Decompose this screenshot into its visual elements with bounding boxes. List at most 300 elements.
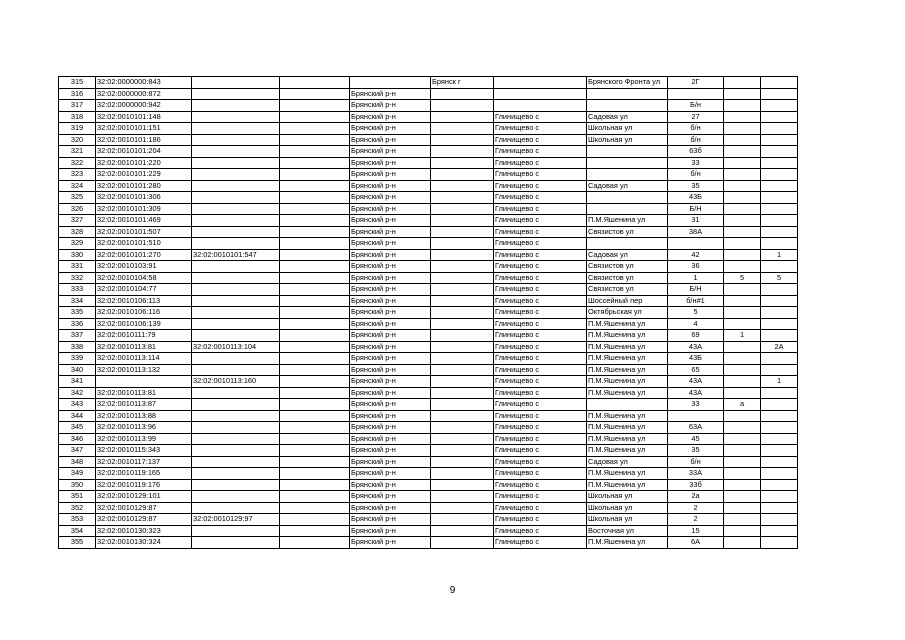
building-cell xyxy=(724,284,761,296)
cadastral-number-cell: 32:02:0010129:101 xyxy=(96,491,192,503)
empty-column-cell xyxy=(280,330,350,342)
table-row xyxy=(59,422,798,434)
settlement-cell: Глинищево с xyxy=(494,318,587,330)
house-number-cell: 2 xyxy=(668,502,724,514)
related-cadastral-number-cell xyxy=(192,226,280,238)
related-cadastral-number-cell xyxy=(192,192,280,204)
settlement-cell: Глинищево с xyxy=(494,387,587,399)
house-number-cell: 4 xyxy=(668,318,724,330)
house-number-cell: б/н xyxy=(668,169,724,181)
district-cell: Брянский р-н xyxy=(350,491,431,503)
row-number-cell: 321 xyxy=(59,146,96,158)
row-number-cell: 334 xyxy=(59,295,96,307)
empty-column-cell xyxy=(280,399,350,411)
city-cell xyxy=(431,111,494,123)
settlement-cell: Глинищево с xyxy=(494,445,587,457)
empty-column-cell xyxy=(280,226,350,238)
cadastral-number-cell: 32:02:0010101:151 xyxy=(96,123,192,135)
house-number-cell: 69 xyxy=(668,330,724,342)
settlement-cell: Глинищево с xyxy=(494,215,587,227)
street-cell xyxy=(587,146,668,158)
empty-column-cell xyxy=(280,433,350,445)
related-cadastral-number-cell xyxy=(192,525,280,537)
empty-column-cell xyxy=(280,307,350,319)
related-cadastral-number-cell xyxy=(192,445,280,457)
apartment-cell xyxy=(761,525,798,537)
row-number-cell: 348 xyxy=(59,456,96,468)
apartment-cell xyxy=(761,445,798,457)
street-cell xyxy=(587,399,668,411)
district-cell: Брянский р-н xyxy=(350,525,431,537)
district-cell: Брянский р-н xyxy=(350,330,431,342)
settlement-cell: Глинищево с xyxy=(494,169,587,181)
apartment-cell xyxy=(761,192,798,204)
apartment-cell xyxy=(761,479,798,491)
apartment-cell: 1 xyxy=(761,249,798,261)
row-number-cell: 318 xyxy=(59,111,96,123)
building-cell xyxy=(724,226,761,238)
table-row xyxy=(59,249,798,261)
related-cadastral-number-cell xyxy=(192,134,280,146)
table-row xyxy=(59,146,798,158)
row-number-cell: 330 xyxy=(59,249,96,261)
apartment-cell xyxy=(761,422,798,434)
empty-column-cell xyxy=(280,525,350,537)
district-cell: Брянский р-н xyxy=(350,284,431,296)
related-cadastral-number-cell xyxy=(192,261,280,273)
related-cadastral-number-cell xyxy=(192,502,280,514)
city-cell xyxy=(431,88,494,100)
related-cadastral-number-cell xyxy=(192,422,280,434)
district-cell: Брянский р-н xyxy=(350,238,431,250)
apartment-cell xyxy=(761,330,798,342)
settlement-cell: Глинищево с xyxy=(494,376,587,388)
table-row xyxy=(59,353,798,365)
house-number-cell: Б/н xyxy=(668,100,724,112)
row-number-cell: 326 xyxy=(59,203,96,215)
related-cadastral-number-cell xyxy=(192,307,280,319)
cadastral-number-cell: 32:02:0010101:186 xyxy=(96,134,192,146)
table-row xyxy=(59,226,798,238)
building-cell xyxy=(724,479,761,491)
apartment-cell xyxy=(761,514,798,526)
city-cell xyxy=(431,318,494,330)
city-cell xyxy=(431,364,494,376)
street-cell: П.М.Яшенина ул xyxy=(587,422,668,434)
row-number-cell: 315 xyxy=(59,77,96,89)
house-number-cell: 42 xyxy=(668,249,724,261)
building-cell xyxy=(724,238,761,250)
city-cell xyxy=(431,157,494,169)
cadastral-number-cell: 32:02:0000000:843 xyxy=(96,77,192,89)
apartment-cell xyxy=(761,318,798,330)
apartment-cell xyxy=(761,261,798,273)
row-number-cell: 341 xyxy=(59,376,96,388)
building-cell xyxy=(724,456,761,468)
apartment-cell xyxy=(761,111,798,123)
settlement-cell xyxy=(494,77,587,89)
district-cell: Брянский р-н xyxy=(350,502,431,514)
building-cell xyxy=(724,422,761,434)
house-number-cell: 2 xyxy=(668,514,724,526)
street-cell: Связистов ул xyxy=(587,272,668,284)
related-cadastral-number-cell xyxy=(192,157,280,169)
table-row xyxy=(59,318,798,330)
settlement-cell: Глинищево с xyxy=(494,203,587,215)
street-cell: П.М.Яшенина ул xyxy=(587,341,668,353)
street-cell: Восточная ул xyxy=(587,525,668,537)
cadastral-number-cell: 32:02:0010101:270 xyxy=(96,249,192,261)
related-cadastral-number-cell xyxy=(192,238,280,250)
house-number-cell: 43А xyxy=(668,376,724,388)
settlement-cell: Глинищево с xyxy=(494,330,587,342)
district-cell: Брянский р-н xyxy=(350,376,431,388)
street-cell: Связистов ул xyxy=(587,284,668,296)
related-cadastral-number-cell xyxy=(192,491,280,503)
row-number-cell: 325 xyxy=(59,192,96,204)
settlement-cell: Глинищево с xyxy=(494,491,587,503)
house-number-cell: 2Г xyxy=(668,77,724,89)
street-cell: Школьная ул xyxy=(587,491,668,503)
building-cell: 5 xyxy=(724,272,761,284)
table-row xyxy=(59,100,798,112)
building-cell xyxy=(724,111,761,123)
city-cell xyxy=(431,249,494,261)
settlement-cell: Глинищево с xyxy=(494,226,587,238)
cadastral-number-cell: 32:02:0010101:148 xyxy=(96,111,192,123)
apartment-cell xyxy=(761,295,798,307)
district-cell: Брянский р-н xyxy=(350,272,431,284)
street-cell: П.М.Яшенина ул xyxy=(587,410,668,422)
row-number-cell: 316 xyxy=(59,88,96,100)
building-cell xyxy=(724,525,761,537)
cadastral-number-cell: 32:02:0010103:91 xyxy=(96,261,192,273)
district-cell: Брянский р-н xyxy=(350,341,431,353)
cadastral-number-cell: 32:02:0010101:204 xyxy=(96,146,192,158)
table-row xyxy=(59,169,798,181)
cadastral-number-cell: 32:02:0010106:139 xyxy=(96,318,192,330)
empty-column-cell xyxy=(280,123,350,135)
house-number-cell: 27 xyxy=(668,111,724,123)
cadastral-number-cell: 32:02:0010113:132 xyxy=(96,364,192,376)
related-cadastral-number-cell xyxy=(192,295,280,307)
related-cadastral-number-cell xyxy=(192,77,280,89)
city-cell: Брянск г xyxy=(431,77,494,89)
settlement-cell: Глинищево с xyxy=(494,295,587,307)
street-cell: Садовая ул xyxy=(587,249,668,261)
street-cell: П.М.Яшенина ул xyxy=(587,537,668,549)
city-cell xyxy=(431,376,494,388)
house-number-cell: 1 xyxy=(668,272,724,284)
building-cell xyxy=(724,192,761,204)
apartment-cell: 1 xyxy=(761,376,798,388)
settlement-cell: Глинищево с xyxy=(494,146,587,158)
table-row xyxy=(59,491,798,503)
street-cell: П.М.Яшенина ул xyxy=(587,468,668,480)
city-cell xyxy=(431,479,494,491)
district-cell: Брянский р-н xyxy=(350,364,431,376)
apartment-cell xyxy=(761,134,798,146)
table-row xyxy=(59,341,798,353)
city-cell xyxy=(431,284,494,296)
related-cadastral-number-cell xyxy=(192,387,280,399)
row-number-cell: 344 xyxy=(59,410,96,422)
settlement-cell: Глинищево с xyxy=(494,410,587,422)
table-row xyxy=(59,376,798,388)
street-cell xyxy=(587,192,668,204)
cadastral-number-cell: 32:02:0010101:309 xyxy=(96,203,192,215)
building-cell xyxy=(724,364,761,376)
city-cell xyxy=(431,192,494,204)
street-cell: Садовая ул xyxy=(587,111,668,123)
settlement-cell: Глинищево с xyxy=(494,514,587,526)
building-cell xyxy=(724,203,761,215)
house-number-cell: 63А xyxy=(668,422,724,434)
related-cadastral-number-cell xyxy=(192,111,280,123)
empty-column-cell xyxy=(280,537,350,549)
district-cell: Брянский р-н xyxy=(350,307,431,319)
row-number-cell: 347 xyxy=(59,445,96,457)
building-cell xyxy=(724,387,761,399)
district-cell: Брянский р-н xyxy=(350,169,431,181)
empty-column-cell xyxy=(280,215,350,227)
apartment-cell: 5 xyxy=(761,272,798,284)
district-cell: Брянский р-н xyxy=(350,445,431,457)
table-row xyxy=(59,525,798,537)
cadastral-number-cell: 32:02:0010104:77 xyxy=(96,284,192,296)
street-cell: Связистов ул xyxy=(587,226,668,238)
district-cell: Брянский р-н xyxy=(350,134,431,146)
apartment-cell xyxy=(761,238,798,250)
table-row xyxy=(59,88,798,100)
related-cadastral-number-cell xyxy=(192,146,280,158)
settlement-cell: Глинищево с xyxy=(494,468,587,480)
table-row xyxy=(59,307,798,319)
row-number-cell: 336 xyxy=(59,318,96,330)
street-cell: Садовая ул xyxy=(587,180,668,192)
city-cell xyxy=(431,226,494,238)
cadastral-number-cell: 32:02:0010113:88 xyxy=(96,410,192,422)
cadastral-number-cell: 32:02:0010101:280 xyxy=(96,180,192,192)
street-cell: П.М.Яшенина ул xyxy=(587,376,668,388)
cadastral-number-cell: 32:02:0010101:469 xyxy=(96,215,192,227)
settlement-cell: Глинищево с xyxy=(494,456,587,468)
related-cadastral-number-cell xyxy=(192,169,280,181)
cadastral-number-cell: 32:02:0010104:58 xyxy=(96,272,192,284)
related-cadastral-number-cell xyxy=(192,456,280,468)
table-row xyxy=(59,387,798,399)
street-cell: Школьная ул xyxy=(587,123,668,135)
related-cadastral-number-cell xyxy=(192,353,280,365)
city-cell xyxy=(431,456,494,468)
related-cadastral-number-cell xyxy=(192,284,280,296)
district-cell: Брянский р-н xyxy=(350,433,431,445)
house-number-cell: 35 xyxy=(668,445,724,457)
table-row xyxy=(59,330,798,342)
table-row xyxy=(59,192,798,204)
empty-column-cell xyxy=(280,341,350,353)
settlement-cell: Глинищево с xyxy=(494,180,587,192)
empty-column-cell xyxy=(280,180,350,192)
empty-column-cell xyxy=(280,445,350,457)
district-cell: Брянский р-н xyxy=(350,100,431,112)
street-cell: П.М.Яшенина ул xyxy=(587,445,668,457)
building-cell xyxy=(724,88,761,100)
building-cell xyxy=(724,318,761,330)
district-cell: Брянский р-н xyxy=(350,146,431,158)
table-row xyxy=(59,272,798,284)
district-cell: Брянский р-н xyxy=(350,353,431,365)
table-row xyxy=(59,123,798,135)
district-cell: Брянский р-н xyxy=(350,468,431,480)
house-number-cell: 35 xyxy=(668,180,724,192)
street-cell: Школьная ул xyxy=(587,514,668,526)
cadastral-number-cell: 32:02:0010130:323 xyxy=(96,525,192,537)
house-number-cell: 43Б xyxy=(668,353,724,365)
empty-column-cell xyxy=(280,502,350,514)
table-row xyxy=(59,111,798,123)
cadastral-number-cell: 32:02:0010106:116 xyxy=(96,307,192,319)
cadastral-number-cell: 32:02:0010111:79 xyxy=(96,330,192,342)
district-cell: Брянский р-н xyxy=(350,180,431,192)
table-row xyxy=(59,456,798,468)
related-cadastral-number-cell xyxy=(192,318,280,330)
city-cell xyxy=(431,307,494,319)
settlement-cell: Глинищево с xyxy=(494,307,587,319)
cadastral-number-cell: 32:02:0010106:113 xyxy=(96,295,192,307)
row-number-cell: 333 xyxy=(59,284,96,296)
building-cell xyxy=(724,157,761,169)
building-cell xyxy=(724,215,761,227)
table-row xyxy=(59,215,798,227)
apartment-cell xyxy=(761,456,798,468)
related-cadastral-number-cell: 32:02:0010113:160 xyxy=(192,376,280,388)
city-cell xyxy=(431,468,494,480)
house-number-cell: б/н#1 xyxy=(668,295,724,307)
apartment-cell xyxy=(761,433,798,445)
row-number-cell: 339 xyxy=(59,353,96,365)
building-cell xyxy=(724,433,761,445)
house-number-cell: 33 xyxy=(668,157,724,169)
row-number-cell: 335 xyxy=(59,307,96,319)
row-number-cell: 337 xyxy=(59,330,96,342)
district-cell: Брянский р-н xyxy=(350,261,431,273)
row-number-cell: 352 xyxy=(59,502,96,514)
city-cell xyxy=(431,146,494,158)
row-number-cell: 322 xyxy=(59,157,96,169)
apartment-cell xyxy=(761,215,798,227)
city-cell xyxy=(431,272,494,284)
related-cadastral-number-cell xyxy=(192,479,280,491)
city-cell xyxy=(431,537,494,549)
city-cell xyxy=(431,123,494,135)
empty-column-cell xyxy=(280,364,350,376)
district-cell: Брянский р-н xyxy=(350,249,431,261)
city-cell xyxy=(431,261,494,273)
building-cell xyxy=(724,295,761,307)
street-cell xyxy=(587,88,668,100)
cadastral-number-cell: 32:02:0000000:942 xyxy=(96,100,192,112)
empty-column-cell xyxy=(280,261,350,273)
related-cadastral-number-cell xyxy=(192,123,280,135)
table-row xyxy=(59,238,798,250)
table-row xyxy=(59,399,798,411)
city-cell xyxy=(431,433,494,445)
city-cell xyxy=(431,134,494,146)
empty-column-cell xyxy=(280,192,350,204)
city-cell xyxy=(431,410,494,422)
street-cell: Октябрьская ул xyxy=(587,307,668,319)
building-cell xyxy=(724,353,761,365)
apartment-cell xyxy=(761,410,798,422)
table-row xyxy=(59,445,798,457)
settlement-cell: Глинищево с xyxy=(494,364,587,376)
cadastral-number-cell: 32:02:0010101:220 xyxy=(96,157,192,169)
house-number-cell: 36 xyxy=(668,261,724,273)
row-number-cell: 354 xyxy=(59,525,96,537)
related-cadastral-number-cell xyxy=(192,364,280,376)
street-cell: П.М.Яшенина ул xyxy=(587,364,668,376)
empty-column-cell xyxy=(280,422,350,434)
apartment-cell xyxy=(761,537,798,549)
related-cadastral-number-cell xyxy=(192,537,280,549)
house-number-cell: 5 xyxy=(668,307,724,319)
empty-column-cell xyxy=(280,77,350,89)
city-cell xyxy=(431,169,494,181)
house-number-cell: б/н xyxy=(668,134,724,146)
apartment-cell xyxy=(761,226,798,238)
settlement-cell: Глинищево с xyxy=(494,525,587,537)
district-cell: Брянский р-н xyxy=(350,456,431,468)
row-number-cell: 332 xyxy=(59,272,96,284)
district-cell: Брянский р-н xyxy=(350,215,431,227)
table-row xyxy=(59,295,798,307)
city-cell xyxy=(431,502,494,514)
empty-column-cell xyxy=(280,410,350,422)
street-cell: Шоссейный пер xyxy=(587,295,668,307)
empty-column-cell xyxy=(280,353,350,365)
cadastral-number-cell: 32:02:0010117:137 xyxy=(96,456,192,468)
street-cell: П.М.Яшенина ул xyxy=(587,433,668,445)
cadastral-number-cell: 32:02:0010130:324 xyxy=(96,537,192,549)
cadastral-number-cell: 32:02:0010113:81 xyxy=(96,387,192,399)
district-cell: Брянский р-н xyxy=(350,123,431,135)
empty-column-cell xyxy=(280,249,350,261)
building-cell xyxy=(724,341,761,353)
apartment-cell xyxy=(761,353,798,365)
settlement-cell: Глинищево с xyxy=(494,238,587,250)
empty-column-cell xyxy=(280,491,350,503)
building-cell xyxy=(724,468,761,480)
related-cadastral-number-cell: 32:02:0010101:547 xyxy=(192,249,280,261)
settlement-cell: Глинищево с xyxy=(494,261,587,273)
street-cell: П.М.Яшенина ул xyxy=(587,387,668,399)
house-number-cell: Б/Н xyxy=(668,284,724,296)
apartment-cell xyxy=(761,387,798,399)
apartment-cell xyxy=(761,123,798,135)
house-number-cell: 65 xyxy=(668,364,724,376)
apartment-cell xyxy=(761,169,798,181)
apartment-cell xyxy=(761,399,798,411)
street-cell xyxy=(587,100,668,112)
house-number-cell: б/н xyxy=(668,456,724,468)
empty-column-cell xyxy=(280,111,350,123)
related-cadastral-number-cell xyxy=(192,433,280,445)
empty-column-cell xyxy=(280,157,350,169)
street-cell xyxy=(587,238,668,250)
related-cadastral-number-cell xyxy=(192,399,280,411)
city-cell xyxy=(431,514,494,526)
